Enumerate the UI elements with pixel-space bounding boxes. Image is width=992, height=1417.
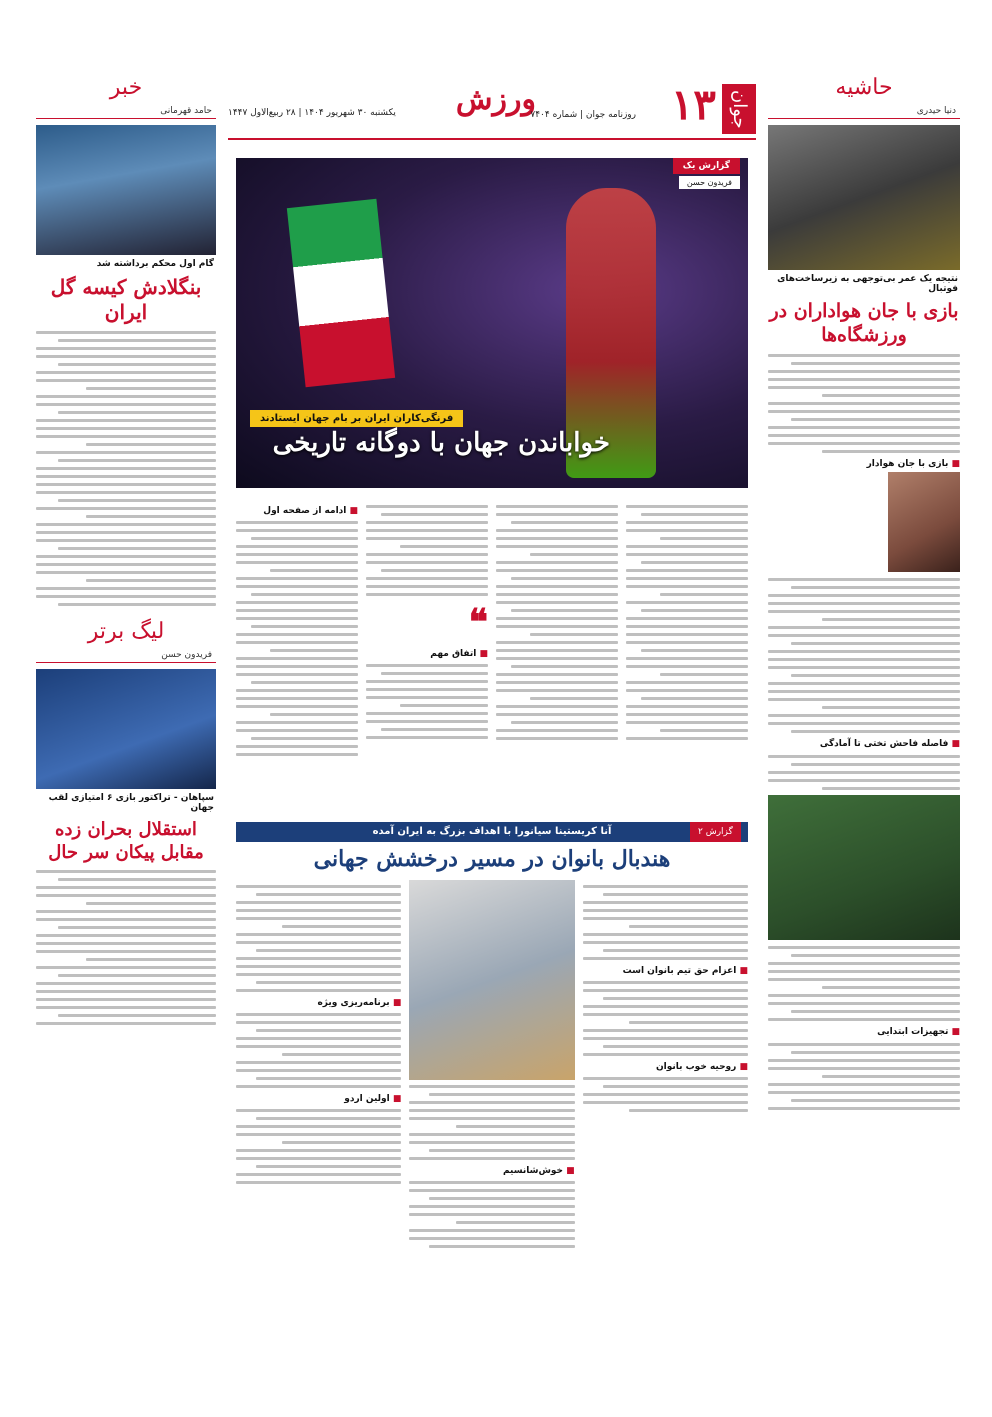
right-kicker: حاشیه [835, 75, 893, 100]
hb-col-2 [409, 880, 574, 1390]
hb-col-3 [583, 880, 748, 1390]
masthead [228, 80, 756, 140]
left-kicker: خبر [109, 75, 143, 100]
date-info: یکشنبه ۳۰ شهریور ۱۴۰۴ | ۲۸ ربیع‌الاول ۱۴۴۷ [228, 108, 396, 118]
page-number: ۱۳ [670, 80, 716, 129]
photo-caption: فرنگی‌کاران ایران بر بام جهان ایستادند [250, 410, 463, 427]
edition-info: روزنامه جوان | شماره ۷۴۰۴ [530, 110, 636, 120]
hb-col-1 [236, 880, 401, 1390]
right-headline: بازی با جان هواداران در ورزشگاه‌ها [769, 300, 959, 346]
left-photo-sub: گام اول محکم برداشته شد [96, 259, 214, 269]
right-byline: دنیا حیدری [768, 104, 960, 119]
report-tag: گزارش یک [673, 158, 740, 174]
right-article-text5 [768, 1043, 960, 1110]
main-sub1: ■ ادامه از صفحه اول [236, 506, 358, 516]
main-col-4 [626, 500, 748, 800]
left-column [36, 72, 216, 1392]
hb-sub1: ■ برنامه‌ریزی ویژه [236, 998, 401, 1008]
handball-article [236, 880, 748, 1390]
hb-sub3: ■ اعزام حق تیم بانوان است [583, 966, 748, 976]
javan-logo: جوان [722, 84, 756, 134]
main-article [236, 500, 748, 800]
right-article-text2 [768, 578, 960, 733]
handball-headline: هندبال بانوان در مسیر درخشش جهانی [313, 846, 671, 872]
right-article-text3 [768, 755, 960, 790]
handball-bar: آنا کریستینا سیانورا با اهداف بزرگ به ایران آمده [236, 822, 748, 842]
handball-coach-photo [409, 880, 574, 1080]
main-col-2 [366, 500, 488, 800]
reporter: فریدون حسن [679, 176, 740, 189]
main-col-1 [236, 500, 358, 800]
section-title: ورزش [455, 82, 536, 117]
league-photo [36, 669, 216, 789]
left-article-text [36, 331, 216, 606]
left-photo2-sub: سپاهان - تراکتور بازی ۶ امتیازی لقب جهان [48, 793, 214, 813]
right-article-text [768, 354, 960, 453]
hb-sub4: ■ روحیه خوب بانوان [583, 1062, 748, 1072]
left-headline2: استقلال بحران زده مقابل پیکان سر حال [48, 819, 204, 863]
left-article2-text [36, 870, 216, 1025]
team-photo [36, 125, 216, 255]
left-headline: بنگلادش کیسه گل ایران [50, 275, 202, 324]
right-photo-sub: نتیجه یک عمر بی‌توجهی به زیرساخت‌های فوتبال [777, 274, 958, 294]
right-sub3: ■ تجهیزات ابتدایی [768, 1027, 960, 1037]
hb-sub5: ■ خوش‌شانسیم [409, 1166, 574, 1176]
pitch-photo [768, 795, 960, 940]
injured-fan-photo [888, 472, 960, 572]
main-col-3 [496, 500, 618, 800]
main-quote: ■ اتفاق مهم [366, 649, 488, 659]
hb-sub2: ■ اولین اردو [236, 1094, 401, 1104]
left-byline2: فریدون حسن [36, 648, 216, 663]
quote-icon: ❝ [468, 601, 488, 643]
main-headline: خواباندن جهان با دوگانه تاریخی [272, 428, 610, 458]
left-kicker2: لیگ برتر [87, 619, 165, 644]
iran-flag [287, 199, 395, 387]
right-column [768, 72, 960, 1392]
right-sub1: ■ بازی با جان هوادار [768, 459, 960, 469]
left-byline: حامد قهرمانی [36, 104, 216, 119]
right-sub2: ■ فاصله فاحش تختی تا آمادگی [768, 739, 960, 749]
handball-tag: گزارش ۲ [690, 822, 741, 842]
right-article-text4 [768, 946, 960, 1021]
stadium-photo [768, 125, 960, 270]
